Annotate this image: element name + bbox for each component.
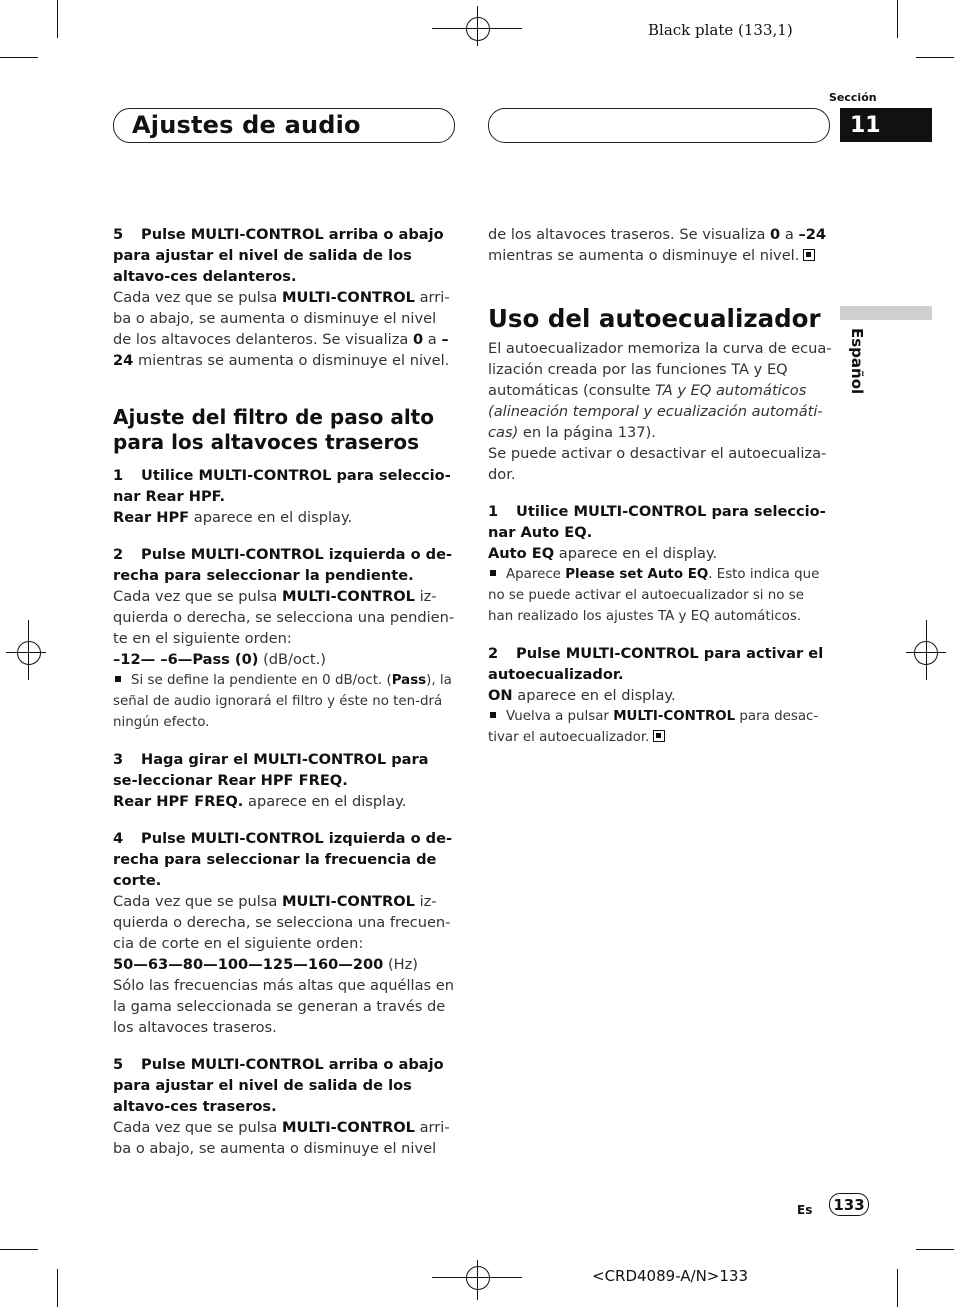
registration-mark bbox=[466, 1266, 490, 1290]
section-number-badge bbox=[840, 108, 932, 142]
crop-mark bbox=[916, 57, 954, 58]
paragraph: Cada vez que se pulsa MULTI-CONTROL iz-quierda o derecha, se selecciona una frecuen-cia de corte en el siguiente orden: bbox=[113, 893, 451, 952]
end-of-section-icon bbox=[803, 249, 815, 261]
crop-mark bbox=[0, 57, 38, 58]
end-of-section-icon bbox=[653, 730, 665, 742]
header-blank-box bbox=[488, 108, 830, 143]
subheading: Ajuste del filtro de paso alto para los altavoces traseros bbox=[113, 405, 434, 454]
section-number: 11 bbox=[850, 112, 881, 138]
page-number-badge bbox=[829, 1193, 869, 1216]
step-number: 5 bbox=[113, 226, 124, 243]
section-heading: Uso del autoecualizador bbox=[488, 304, 821, 333]
crop-mark bbox=[916, 1249, 954, 1250]
sequence: –12— –6—Pass (0) (dB/oct.) bbox=[113, 651, 326, 668]
crop-mark bbox=[57, 1269, 58, 1307]
language-tab-label: Español bbox=[848, 328, 866, 395]
step-title: Pulse MULTI-CONTROL arriba o abajo para ajustar el nivel de salida de los altavo-ces delanteros. bbox=[113, 226, 444, 285]
paragraph: ON aparece en el display. bbox=[488, 687, 676, 704]
paragraph: Se puede activar o desactivar el autoecualiza-dor. bbox=[488, 445, 827, 483]
document-code: <CRD4089-A/N>133 bbox=[592, 1267, 749, 1285]
right-column bbox=[488, 224, 833, 748]
paragraph: de los altavoces traseros. Se visualiza 0 a –24 mientras se aumenta o disminuye el nivel. bbox=[488, 226, 827, 264]
registration-mark bbox=[17, 641, 41, 665]
section-label: Sección bbox=[829, 91, 877, 104]
left-column bbox=[113, 224, 458, 1159]
language-tab-bar bbox=[840, 306, 932, 320]
paragraph: Sólo las frecuencias más altas que aquéllas en la gama seleccionada se generan a través de los altavoces traseros. bbox=[113, 977, 455, 1036]
bullet-square-icon bbox=[490, 712, 496, 718]
step-heading: 4 Pulse MULTI-CONTROL izquierda o de-recha para seleccionar la frecuencia de corte. bbox=[113, 830, 453, 889]
crop-mark bbox=[897, 1269, 898, 1307]
bullet-square-icon bbox=[490, 570, 496, 576]
step-heading: 1 Utilice MULTI-CONTROL para seleccio-nar Auto EQ. bbox=[488, 503, 826, 541]
note: Aparece Please set Auto EQ. Esto indica que no se puede activar el autoecualizador si no se han realizado los ajustes TA y EQ automáticos. bbox=[488, 567, 820, 624]
step-heading: 2 Pulse MULTI-CONTROL para activar el autoecualizador. bbox=[488, 645, 824, 683]
paragraph: Cada vez que se pulsa MULTI-CONTROL arri-ba o abajo, se aumenta o disminuye el nivel bbox=[113, 1119, 450, 1157]
paragraph: El autoecualizador memoriza la curva de ecua-lización creada por las funciones TA y EQ automáticas (consulte TA y EQ automáticos (alineación temporal y ecualización automáti-cas) en la página 137). bbox=[488, 340, 832, 441]
step-heading bbox=[113, 224, 458, 287]
paragraph: Rear HPF FREQ. aparece en el display. bbox=[113, 793, 407, 810]
paragraph: Auto EQ aparece en el display. bbox=[488, 545, 718, 562]
chapter-title: Ajustes de audio bbox=[132, 111, 361, 139]
note: Si se define la pendiente en 0 dB/oct. (Pass), la señal de audio ignorará el filtro y éste no ten-drá ningún efecto. bbox=[113, 673, 452, 730]
language-code: Es bbox=[797, 1203, 813, 1217]
paragraph: Cada vez que se pulsa MULTI-CONTROL iz-quierda o derecha, se selecciona una pendien-te en el siguiente orden: bbox=[113, 588, 455, 647]
page-number: 133 bbox=[833, 1195, 865, 1214]
registration-mark bbox=[914, 641, 938, 665]
step-heading: 3 Haga girar el MULTI-CONTROL para se-leccionar Rear HPF FREQ. bbox=[113, 751, 429, 789]
note: Vuelva a pulsar MULTI-CONTROL para desac-tivar el autoecualizador. bbox=[488, 709, 819, 745]
step-heading: 1 Utilice MULTI-CONTROL para seleccio-nar Rear HPF. bbox=[113, 467, 451, 505]
paragraph: Cada vez que se pulsa MULTI-CONTROL arri-ba o abajo, se aumenta o disminuye el nivel de los altavoces delanteros. Se visualiza 0 a –24 mientras se aumenta o disminuye el nivel. bbox=[113, 289, 450, 369]
crop-mark bbox=[57, 0, 58, 38]
chapter-title-box bbox=[113, 108, 455, 143]
step-heading: 5 Pulse MULTI-CONTROL arriba o abajo para ajustar el nivel de salida de los altavo-ces traseros. bbox=[113, 1056, 444, 1115]
bullet-square-icon bbox=[115, 676, 121, 682]
paragraph: Rear HPF aparece en el display. bbox=[113, 509, 353, 526]
sequence: 50—63—80—100—125—160—200 (Hz) bbox=[113, 956, 419, 973]
crop-mark bbox=[0, 1249, 38, 1250]
crop-mark bbox=[897, 0, 898, 38]
registration-mark bbox=[466, 17, 490, 41]
step-heading: 2 Pulse MULTI-CONTROL izquierda o de-recha para seleccionar la pendiente. bbox=[113, 546, 453, 584]
plate-label: Black plate (133,1) bbox=[648, 21, 793, 39]
